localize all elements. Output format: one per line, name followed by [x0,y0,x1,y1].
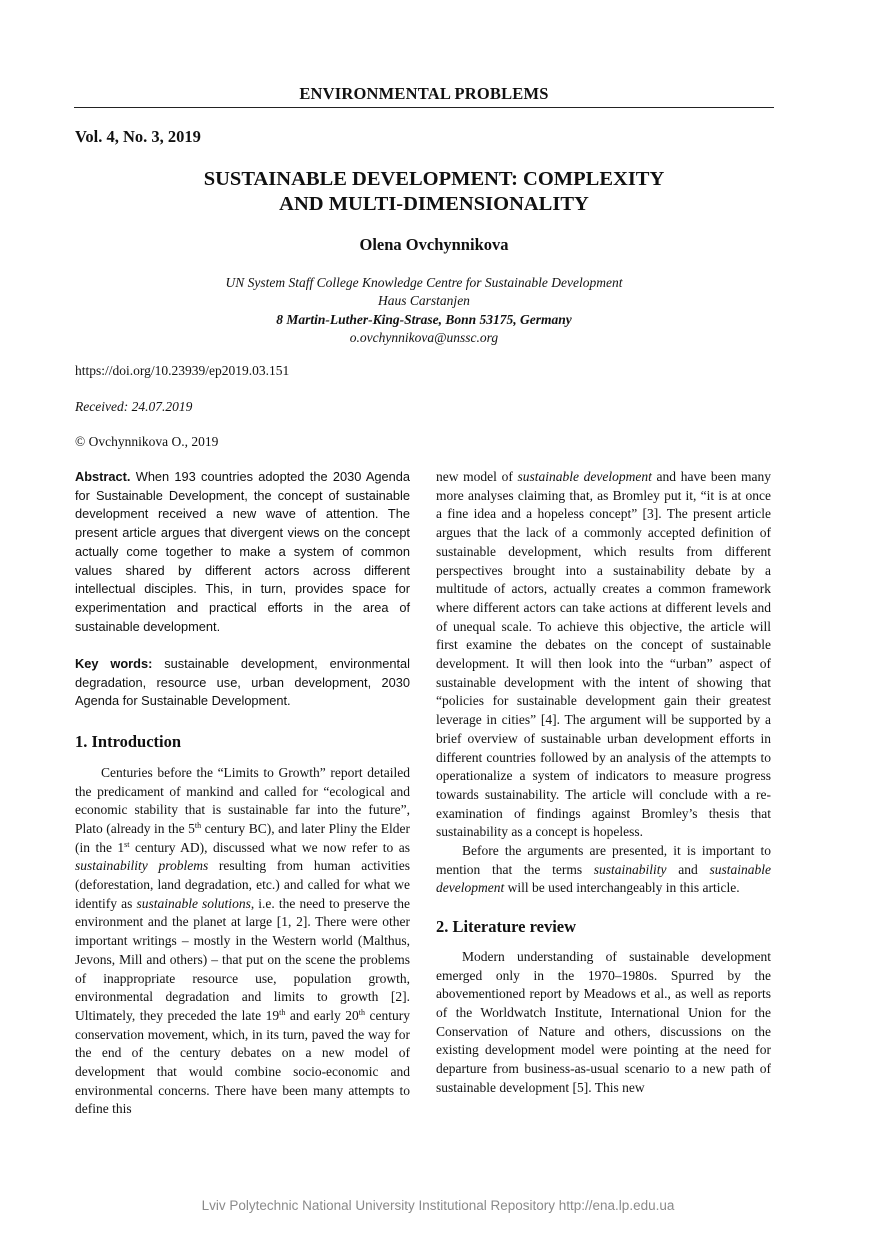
volume-issue: Vol. 4, No. 3, 2019 [75,127,201,146]
affiliation-line-1: UN System Staff College Knowledge Centre for Sustainable Development [225,275,623,290]
affiliation-line-2: Haus Carstanjen [378,293,470,309]
author-email[interactable]: o.ovchynnikova@unssc.org [349,329,499,345]
copyright-notice: © Ovchynnikova O., 2019 [75,434,219,449]
journal-header: ENVIRONMENTAL PROBLEMS [299,84,549,103]
header-rule [74,107,774,108]
introduction-heading: 1. Introduction [75,732,182,752]
author-name: Olena Ovchynnikova [359,235,509,254]
affiliation [74,274,774,347]
received-date: Received: 24.07.2019 [75,399,193,414]
article-title [74,167,794,217]
abstract-label: Abstract. [75,469,131,484]
introduction-paragraph: Centuries before the “Limits to Growth” report detailed the predicament of mankind and called for “ecological and economic stability that is sustainable far into the future”, Plato (already in the 5th century BC), and later Pliny the Elder (in the 1st century AD), discussed what we now refer to as sustainability problems resulting from human activities (deforestation, land degradation, etc.) and called for what we identify as sustainable solutions, i.e. the need to preserve the environment and the planet at large [1, 2]. There were other important writings – mostly in the Western world (Malthus, Jevons, Mill and others) – that put on the scene the problems of inappropriate resource use, population growth, environmental degradation and limits to growth [2]. Ultimately, they preceded the late 19th and early 20th century conservation movement, which, in its turn, paved the way for the end of the century debates on a new model of development that would combine socio-economic and environmental concerns. There have been many attempts to define this [75,764,411,1117]
abstract-text: When 193 countries adopted the 2030 Agenda for Sustainable Development, the concept of sustainable development received a new wave of attention. The present article argues that divergent views on the concept actually come together to make a system of common values shared by different actors across different intellectual disciples. This, in turn, provides space for experimentation and practical efforts in the area of sustainable development. [75,469,410,634]
keywords [75,655,410,711]
abstract [75,468,410,636]
terms-paragraph: Before the arguments are presented, it is important to mention that the terms sustainability and sustainable development will be used interchangeably in this article. [436,843,771,896]
right-column [436,468,771,1098]
literature-review-paragraph: Modern understanding of sustainable development emerged only in the 1970–1980s. Spurred by the abovementioned report by Meadows et al., as well as reports of the Worldwatch Institute, International Union for the Conservation of Nature and others, discussions on the existing development model were pointing at the need for departure from business-as-usual scenario to a new path of sustainable development [5]. This new [436,948,771,1095]
literature-review-heading: 2. Literature review [436,917,577,937]
title-line-2: AND MULTI-DIMENSIONALITY [279,193,589,215]
keywords-label: Key words: [75,656,153,672]
introduction-continued: new model of sustainable development and have been many more analyses claiming that, as Bromley put it, “it is at once a fine idea and a hopeless concept” [3]. The present article argues that the lack of a commonly accepted definition of sustainable development, which results from different perspectives brought into a sustainability debate by a multitude of actors, actually creates a common framework where different actors can take actions at different levels and of unequal scale. To achieve this objective, the article will first examine the debates on the concept of sustainable development. It will then look into the “urban” aspect of sustainable development with the intent of showing that “policies for sustainable development gain their greatest leverage in cities” [4]. The argument will be supported by a brief overview of sustainable urban development efforts in different countries followed by an analysis of the attempts to operationalize a system of indicators to measure progress towards sustainability. The article will conclude with a re-examination of findings against Bromley’s thesis that sustainability as a concept is hopeless. [436,469,771,840]
left-column [75,468,410,1119]
title-line-1: SUSTAINABLE DEVELOPMENT: COMPLEXITY [203,168,665,190]
affiliation-address: 8 Martin-Luther-King-Strase, Bonn 53175, Germany [276,311,572,327]
doi-link[interactable]: https://doi.org/10.23939/ep2019.03.151 [75,363,290,378]
repository-footer: Lviv Polytechnic National University Institutional Repository http://ena.lp.edu.ua [201,1198,675,1213]
keywords-text: sustainable development, environmental degradation, resource use, urban development, 2030 Agenda for Sustainable Development. [75,656,410,709]
